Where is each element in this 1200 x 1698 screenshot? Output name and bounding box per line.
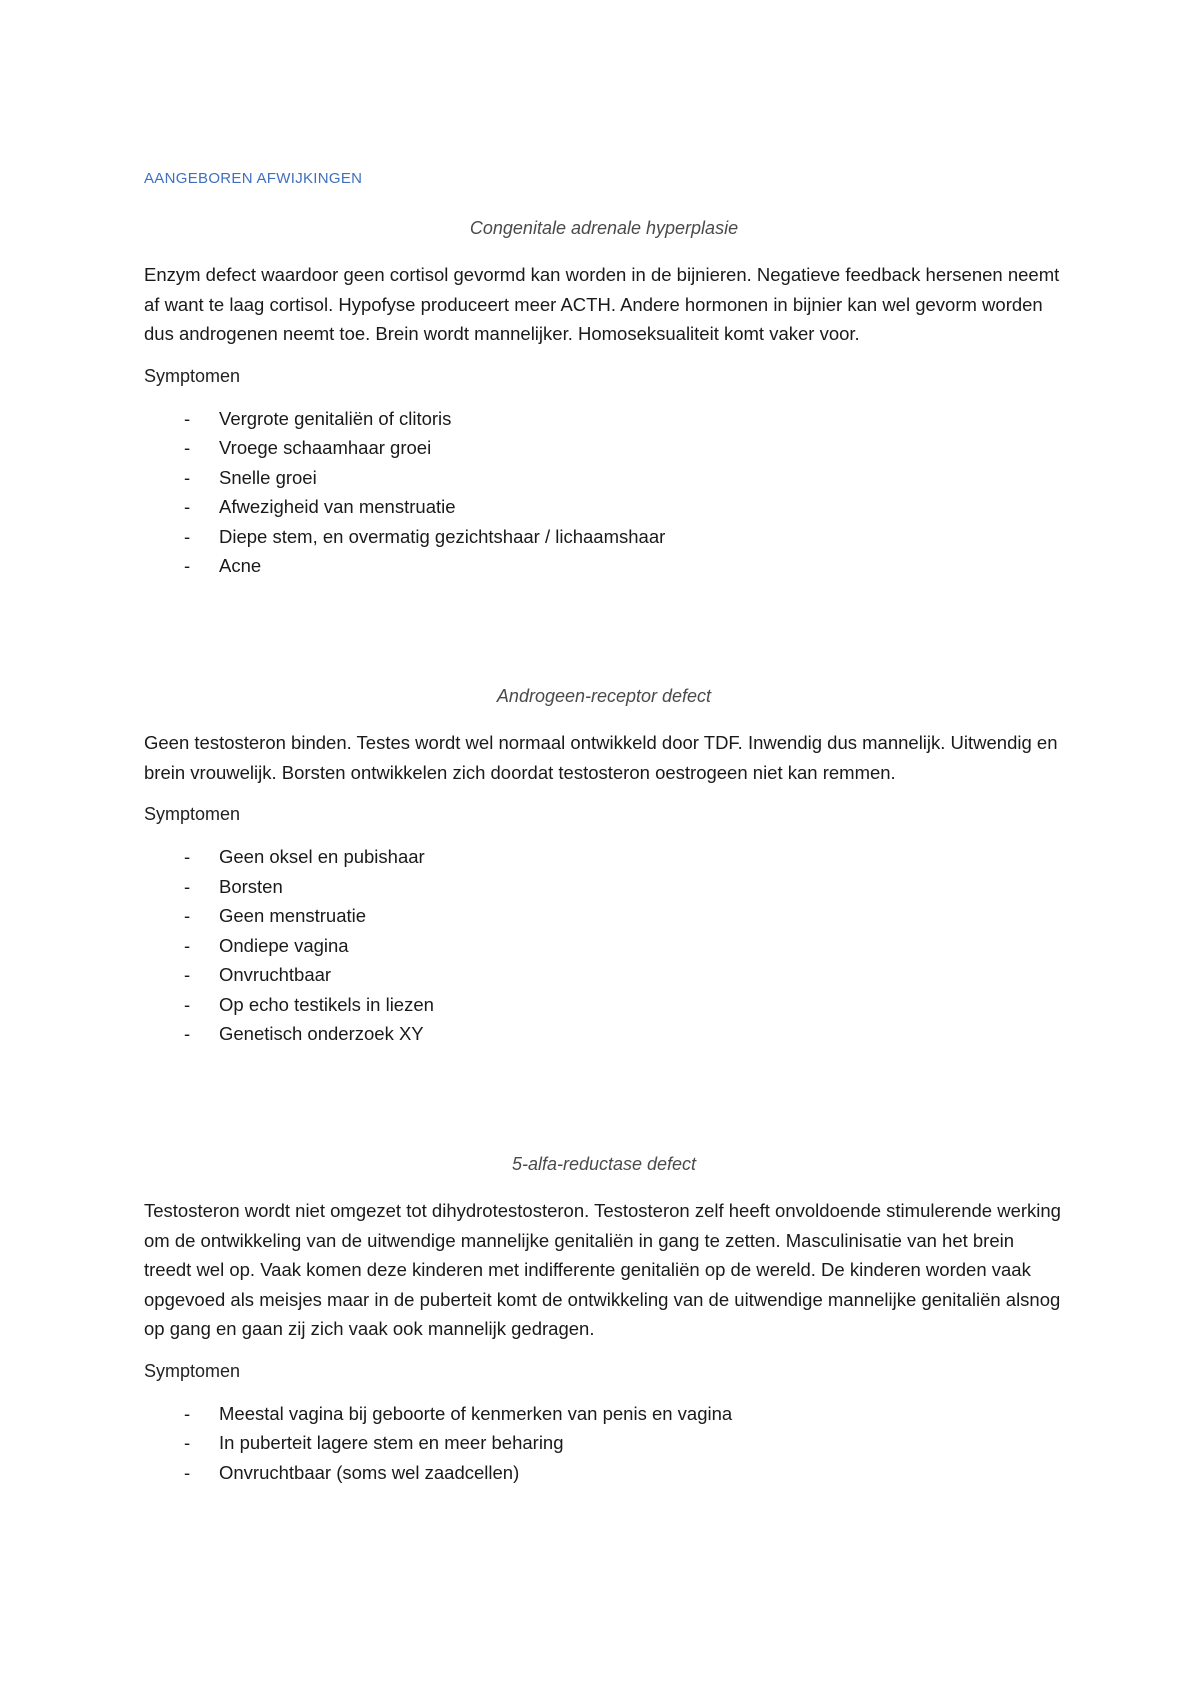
list-item: [144, 433, 1064, 463]
list-item: [144, 931, 1064, 961]
list-item-text: Geen menstruatie: [219, 905, 367, 926]
section-congenitale-adrenale-hyperplasie: [144, 218, 1064, 581]
list-item: [144, 1019, 1064, 1049]
bullet-dash: -: [184, 525, 191, 547]
list-item: [144, 404, 1064, 434]
bullet-dash: -: [184, 437, 191, 458]
bullet-dash: -: [184, 407, 191, 429]
section-5-alfa-reductase-defect: [144, 1154, 1064, 1487]
list-item-text: Op echo testikels in liezen: [219, 993, 434, 1015]
list-item: [144, 1428, 1064, 1458]
bullet-dash: -: [184, 846, 191, 867]
document-page: [144, 0, 1064, 1698]
section-heading: Congenitale adrenale hyperplasie: [469, 218, 739, 238]
symptoms-list: [144, 1399, 1064, 1488]
bullet-dash: -: [184, 1461, 191, 1483]
list-item-text: Afwezigheid van menstruatie: [219, 496, 456, 517]
list-item: [144, 990, 1064, 1020]
list-item-text: In puberteit lagere stem en meer beharing: [219, 1432, 564, 1453]
section-paragraph: Enzym defect waardoor geen cortisol gevormd kan worden in de bijnieren. Negatieve feedback hersenen neemt af want te laag cortisol. Hypofyse produceert meer ACTH. Andere hormonen in bijnier kan wel gevorm worden dus androgenen neemt toe. Brein wordt mannelijker. Homoseksualiteit komt vaker voor.: [144, 264, 1060, 344]
list-item: [144, 842, 1064, 872]
document-title: AANGEBOREN AFWIJKINGEN: [144, 170, 363, 187]
section-heading: Androgeen-receptor defect: [496, 686, 712, 706]
list-item-text: Snelle groei: [219, 466, 317, 488]
list-item: [144, 872, 1064, 902]
list-item-text: Diepe stem, en overmatig gezichtshaar / lichaamshaar: [219, 525, 666, 547]
bullet-dash: -: [184, 934, 191, 956]
bullet-dash: -: [184, 993, 191, 1015]
list-item-text: Onvruchtbaar (soms wel zaadcellen): [219, 1461, 520, 1483]
list-item: [144, 901, 1064, 931]
bullet-dash: -: [184, 1023, 191, 1044]
list-item: [144, 551, 1064, 581]
section-heading: 5-alfa-reductase defect: [511, 1154, 697, 1174]
section-androgeen-receptor-defect: [144, 686, 1064, 1049]
symptoms-label: Symptomen: [144, 804, 241, 824]
list-item-text: Acne: [219, 555, 262, 576]
list-item: [144, 1458, 1064, 1488]
list-item: [144, 960, 1064, 990]
symptoms-list: [144, 842, 1064, 1049]
bullet-dash: -: [184, 1432, 191, 1453]
symptoms-label: Symptomen: [144, 365, 241, 386]
section-paragraph: Geen testosteron binden. Testes wordt wel normaal ontwikkeld door TDF. Inwendig dus mannelijk. Uitwendig en brein vrouwelijk. Borsten ontwikkelen zich doordat testosteron oestrogeen niet kan remmen.: [144, 732, 1058, 783]
list-item-text: Genetisch onderzoek XY: [219, 1023, 424, 1044]
bullet-dash: -: [184, 905, 191, 926]
bullet-dash: -: [184, 875, 191, 897]
list-item-text: Vergrote genitaliën of clitoris: [219, 407, 452, 429]
bullet-dash: -: [184, 1402, 191, 1424]
section-paragraph: Testosteron wordt niet omgezet tot dihydrotestosteron. Testosteron zelf heeft onvoldoende stimulerende werking om de ontwikkeling van de uitwendige mannelijke genitaliën in gang te zetten. Masculinisatie van het brein treedt wel op. Vaak komen deze kinderen met indifferente genitaliën op de wereld. De kinderen worden vaak opgevoed als meisjes maar in de puberteit komt de ontwikkeling van de uitwendige mannelijke genitaliën alsnog op gang en gaan zij zich vaak ook mannelijk gedragen.: [144, 1200, 1061, 1339]
list-item: [144, 492, 1064, 522]
bullet-dash: -: [184, 496, 191, 517]
bullet-dash: -: [184, 466, 191, 488]
symptoms-list: [144, 404, 1064, 581]
list-item: [144, 522, 1064, 552]
list-item-text: Onvruchtbaar: [219, 964, 332, 985]
list-item: [144, 463, 1064, 493]
list-item-text: Vroege schaamhaar groei: [219, 437, 432, 458]
symptoms-label: Symptomen: [144, 1360, 241, 1381]
bullet-dash: -: [184, 555, 191, 576]
list-item-text: Borsten: [219, 875, 283, 897]
list-item-text: Ondiepe vagina: [219, 934, 349, 956]
list-item: [144, 1399, 1064, 1429]
list-item-text: Meestal vagina bij geboorte of kenmerken van penis en vagina: [219, 1402, 733, 1424]
bullet-dash: -: [184, 964, 191, 985]
list-item-text: Geen oksel en pubishaar: [219, 846, 425, 867]
